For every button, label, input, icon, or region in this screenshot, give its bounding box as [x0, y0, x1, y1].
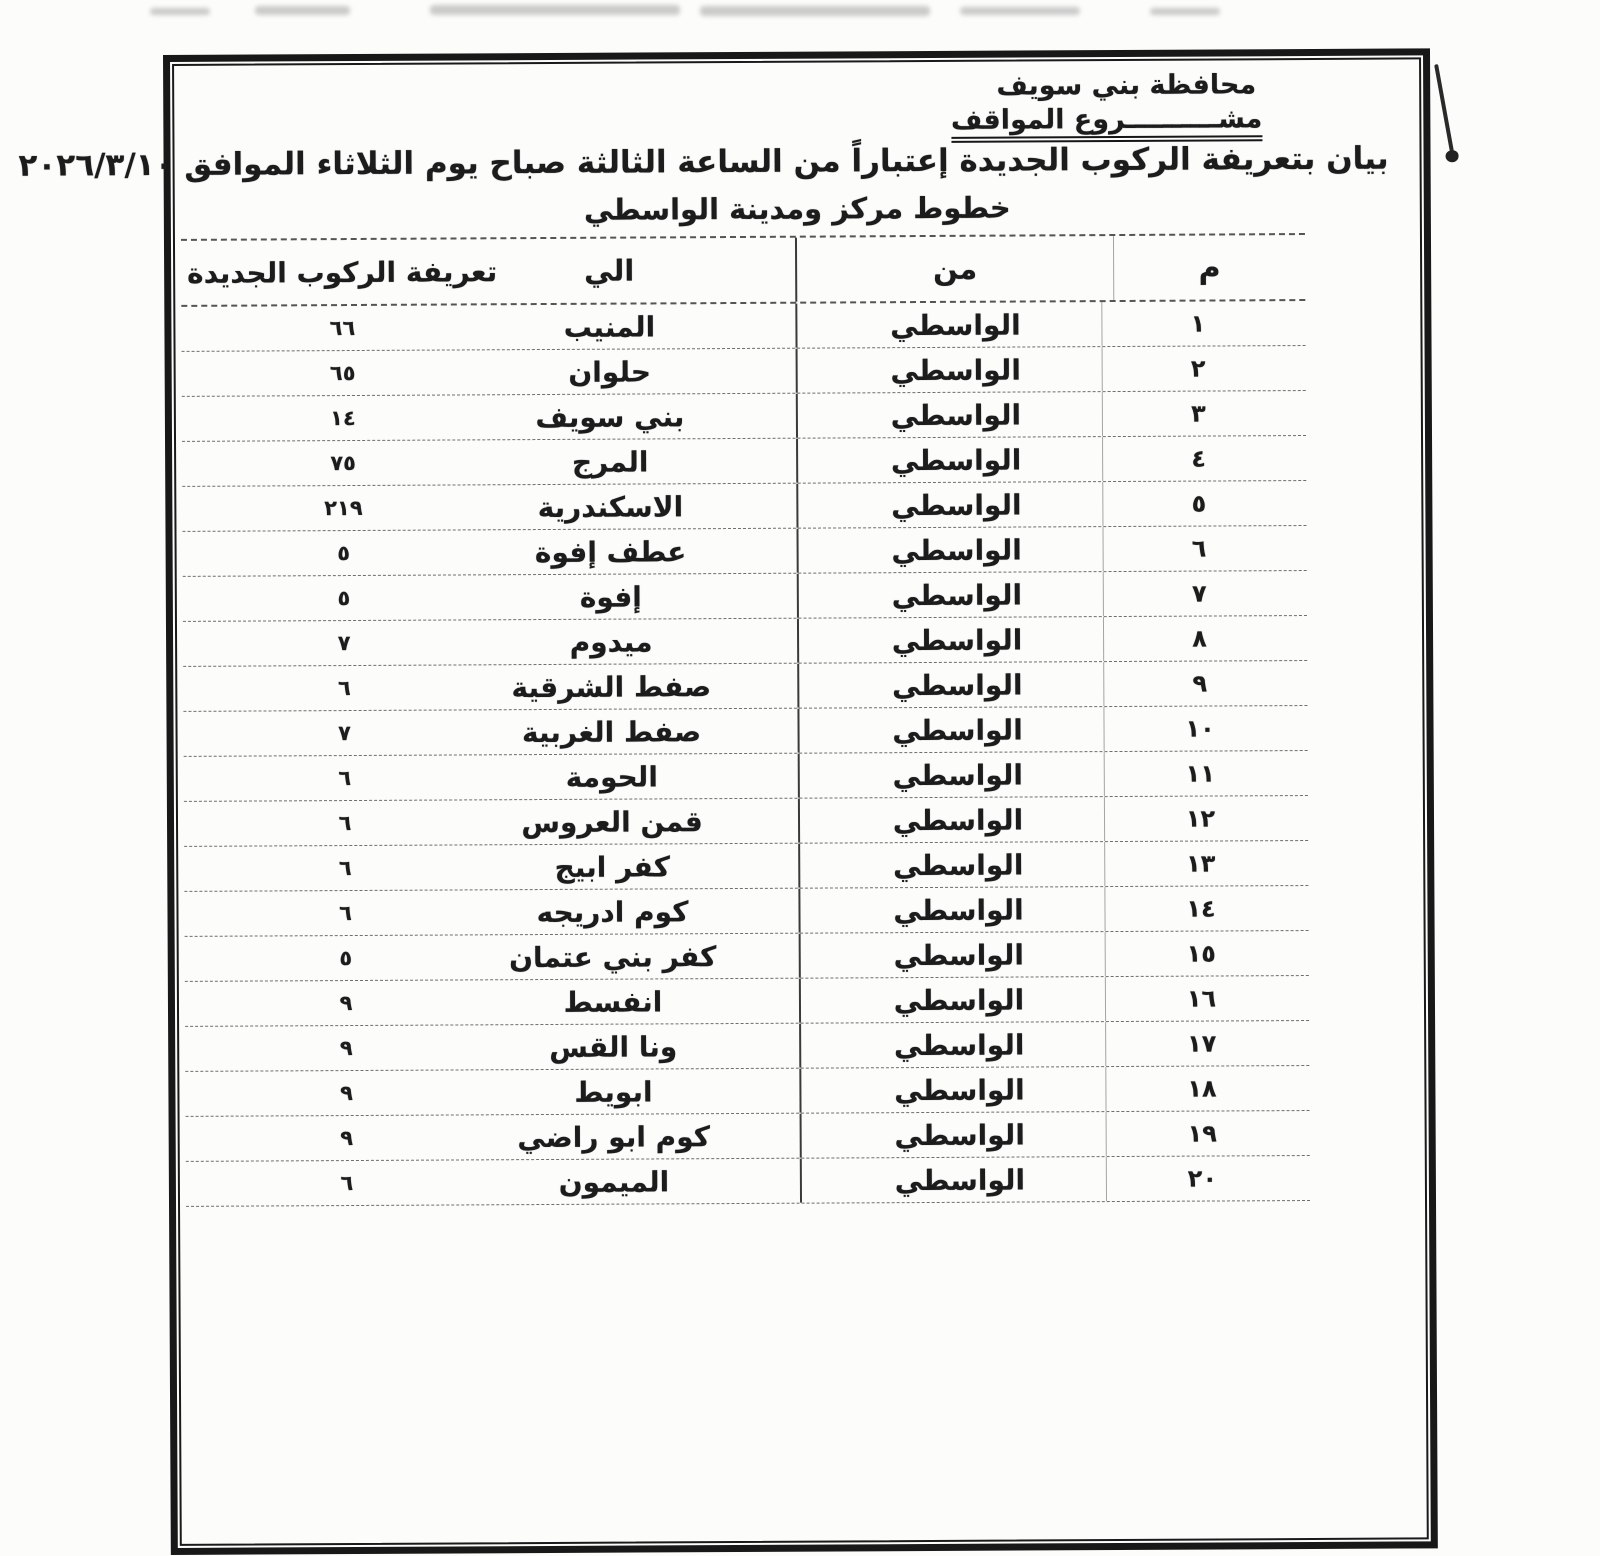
table-row — [183, 616, 1307, 667]
table-row — [182, 481, 1306, 532]
table-row — [184, 886, 1308, 937]
fare-cell: ٦٥ — [329, 360, 356, 386]
row-number-cell: ١٨ — [1105, 1066, 1297, 1111]
from-cell: الواسطي — [795, 302, 1113, 348]
from-cell: الواسطي — [796, 527, 1114, 573]
row-number-cell: ٨ — [1103, 616, 1295, 661]
row-number-cell: ١٧ — [1105, 1021, 1297, 1066]
row-number-cell: ٥ — [1102, 481, 1294, 526]
table-row — [184, 841, 1308, 892]
row-number-cell: ٦ — [1102, 526, 1294, 571]
table-row — [186, 1111, 1310, 1162]
row-number-cell: ١ — [1101, 301, 1293, 346]
to-cell: إفوة — [579, 580, 642, 614]
row-number-cell: ١٩ — [1106, 1111, 1298, 1156]
from-cell: الواسطي — [799, 1067, 1117, 1113]
document-frame — [18, 48, 1438, 1555]
to-cell: عطف إفوة — [534, 534, 687, 569]
table-row — [184, 751, 1308, 802]
row-number-cell: ١٦ — [1105, 976, 1297, 1021]
table-row — [183, 661, 1307, 712]
to-cell: صفط الغربية — [521, 714, 702, 749]
from-cell: الواسطي — [799, 932, 1117, 978]
from-cell: الواسطي — [800, 1112, 1118, 1158]
to-cell: صفط الشرقية — [511, 669, 712, 704]
statement-title: بيان بتعريفة الركوب الجديدة إعتباراً من الساعة الثالثة صباح يوم الثلاثاء الموافق ٢٠٢٦/٣/١٠ — [18, 140, 1389, 184]
row-number-cell: ٤ — [1102, 436, 1294, 481]
row-number-cell: ١٣ — [1104, 841, 1296, 886]
table-row — [182, 436, 1306, 487]
from-cell: الواسطي — [799, 1022, 1117, 1068]
to-cell: انفسط — [563, 984, 663, 1019]
fare-cell: ٦ — [338, 811, 352, 836]
table-row — [185, 1021, 1309, 1072]
fare-cell: ٦ — [337, 676, 351, 701]
table-row — [182, 526, 1306, 577]
header-from: من — [795, 236, 1113, 302]
from-cell: الواسطي — [797, 617, 1115, 663]
table-row — [185, 1066, 1309, 1117]
to-cell: الميمون — [558, 1164, 670, 1199]
fare-cell: ٦ — [339, 901, 352, 926]
table-row — [181, 301, 1305, 352]
from-cell: الواسطي — [798, 752, 1116, 798]
table-row — [186, 1156, 1310, 1207]
fare-cell: ٧ — [337, 631, 351, 656]
to-cell: ابويط — [574, 1074, 653, 1109]
fare-cell: ٦ — [338, 766, 352, 791]
fare-cell: ٩ — [339, 1081, 353, 1106]
fare-cell: ٢١٩ — [324, 495, 363, 521]
governorate-name: محافظة بني سويف — [996, 69, 1257, 102]
from-cell: الواسطي — [796, 392, 1114, 438]
from-cell: الواسطي — [796, 347, 1114, 393]
department-name — [951, 103, 1263, 136]
scan-smudge — [430, 5, 680, 15]
to-cell: قمن العروس — [521, 804, 703, 839]
row-number-cell: ٢٠ — [1106, 1156, 1298, 1201]
scan-smudge — [700, 6, 930, 16]
from-cell: الواسطي — [796, 482, 1114, 528]
from-cell: الواسطي — [797, 572, 1115, 618]
to-cell: كفر ابيج — [554, 849, 671, 884]
fare-cell: ٥ — [339, 946, 353, 971]
table-row — [185, 931, 1309, 982]
from-cell: الواسطي — [798, 797, 1116, 843]
table-row — [183, 706, 1307, 757]
to-cell: كوم ادريجه — [536, 894, 689, 929]
table-row — [184, 796, 1308, 847]
fare-cell: ٧ — [338, 721, 352, 746]
scan-smudge — [1150, 8, 1220, 15]
department-name-text: مشــــــــــروع المواقف — [951, 103, 1263, 143]
from-cell: الواسطي — [800, 1157, 1118, 1203]
fare-cell: ٩ — [339, 1036, 353, 1061]
table-header-row — [181, 235, 1305, 307]
from-cell: الواسطي — [797, 707, 1115, 753]
fare-cell: ٩ — [339, 991, 353, 1016]
row-number-cell: ١٤ — [1104, 886, 1296, 931]
document-content — [18, 64, 1422, 1538]
to-cell: المنيب — [563, 309, 656, 344]
to-cell: بني سويف — [535, 399, 685, 434]
to-cell: الاسكندرية — [537, 489, 684, 524]
to-cell: كوم ابو راضي — [517, 1119, 711, 1154]
fare-cell: ٥ — [337, 541, 351, 566]
fare-cell: ٦ — [338, 856, 352, 881]
scan-smudge — [150, 8, 210, 15]
lines-subtitle: خطوط مركز ومدينة الواسطي — [583, 190, 1011, 227]
header-to: الي — [583, 253, 635, 288]
to-cell: الحومة — [565, 759, 658, 794]
scan-smudge — [255, 6, 350, 15]
fare-cell: ٥ — [337, 586, 351, 611]
from-cell: الواسطي — [796, 437, 1114, 483]
row-number-cell: ١١ — [1104, 751, 1296, 796]
to-cell: ميدوم — [569, 624, 653, 659]
to-cell: حلوان — [568, 354, 652, 389]
row-number-cell: ٣ — [1102, 391, 1294, 436]
to-cell: المرج — [571, 444, 649, 479]
pen-mark-dot — [1446, 150, 1459, 162]
fare-cell: ٩ — [340, 1126, 354, 1151]
to-cell: ونا القس — [549, 1029, 678, 1064]
fare-table-body — [181, 301, 1310, 1207]
table-row — [185, 976, 1309, 1027]
row-number-cell: ١٠ — [1103, 706, 1295, 751]
fare-table — [181, 233, 1310, 1207]
fare-cell: ٦٦ — [329, 315, 356, 341]
row-number-cell: ٩ — [1103, 661, 1295, 706]
to-cell: كفر بني عتمان — [508, 939, 717, 974]
table-row — [183, 571, 1307, 622]
fare-cell: ١٤ — [330, 405, 356, 431]
from-cell: الواسطي — [797, 662, 1115, 708]
table-row — [182, 346, 1306, 397]
row-number-cell: ١٢ — [1104, 796, 1296, 841]
row-number-cell: ٧ — [1103, 571, 1295, 616]
table-row — [182, 391, 1306, 442]
fare-cell: ٦ — [340, 1171, 354, 1196]
from-cell: الواسطي — [799, 977, 1117, 1023]
row-number-cell: ١٥ — [1105, 931, 1297, 976]
header-fare: تعريفة الركوب الجديدة — [187, 254, 498, 290]
row-number-cell: ٢ — [1102, 346, 1294, 391]
from-cell: الواسطي — [798, 887, 1116, 933]
pen-mark-line — [1434, 64, 1455, 157]
fare-cell: ٧٥ — [330, 450, 357, 476]
from-cell: الواسطي — [798, 842, 1116, 888]
scan-smudge — [960, 7, 1080, 15]
header-no: م — [1113, 235, 1305, 300]
